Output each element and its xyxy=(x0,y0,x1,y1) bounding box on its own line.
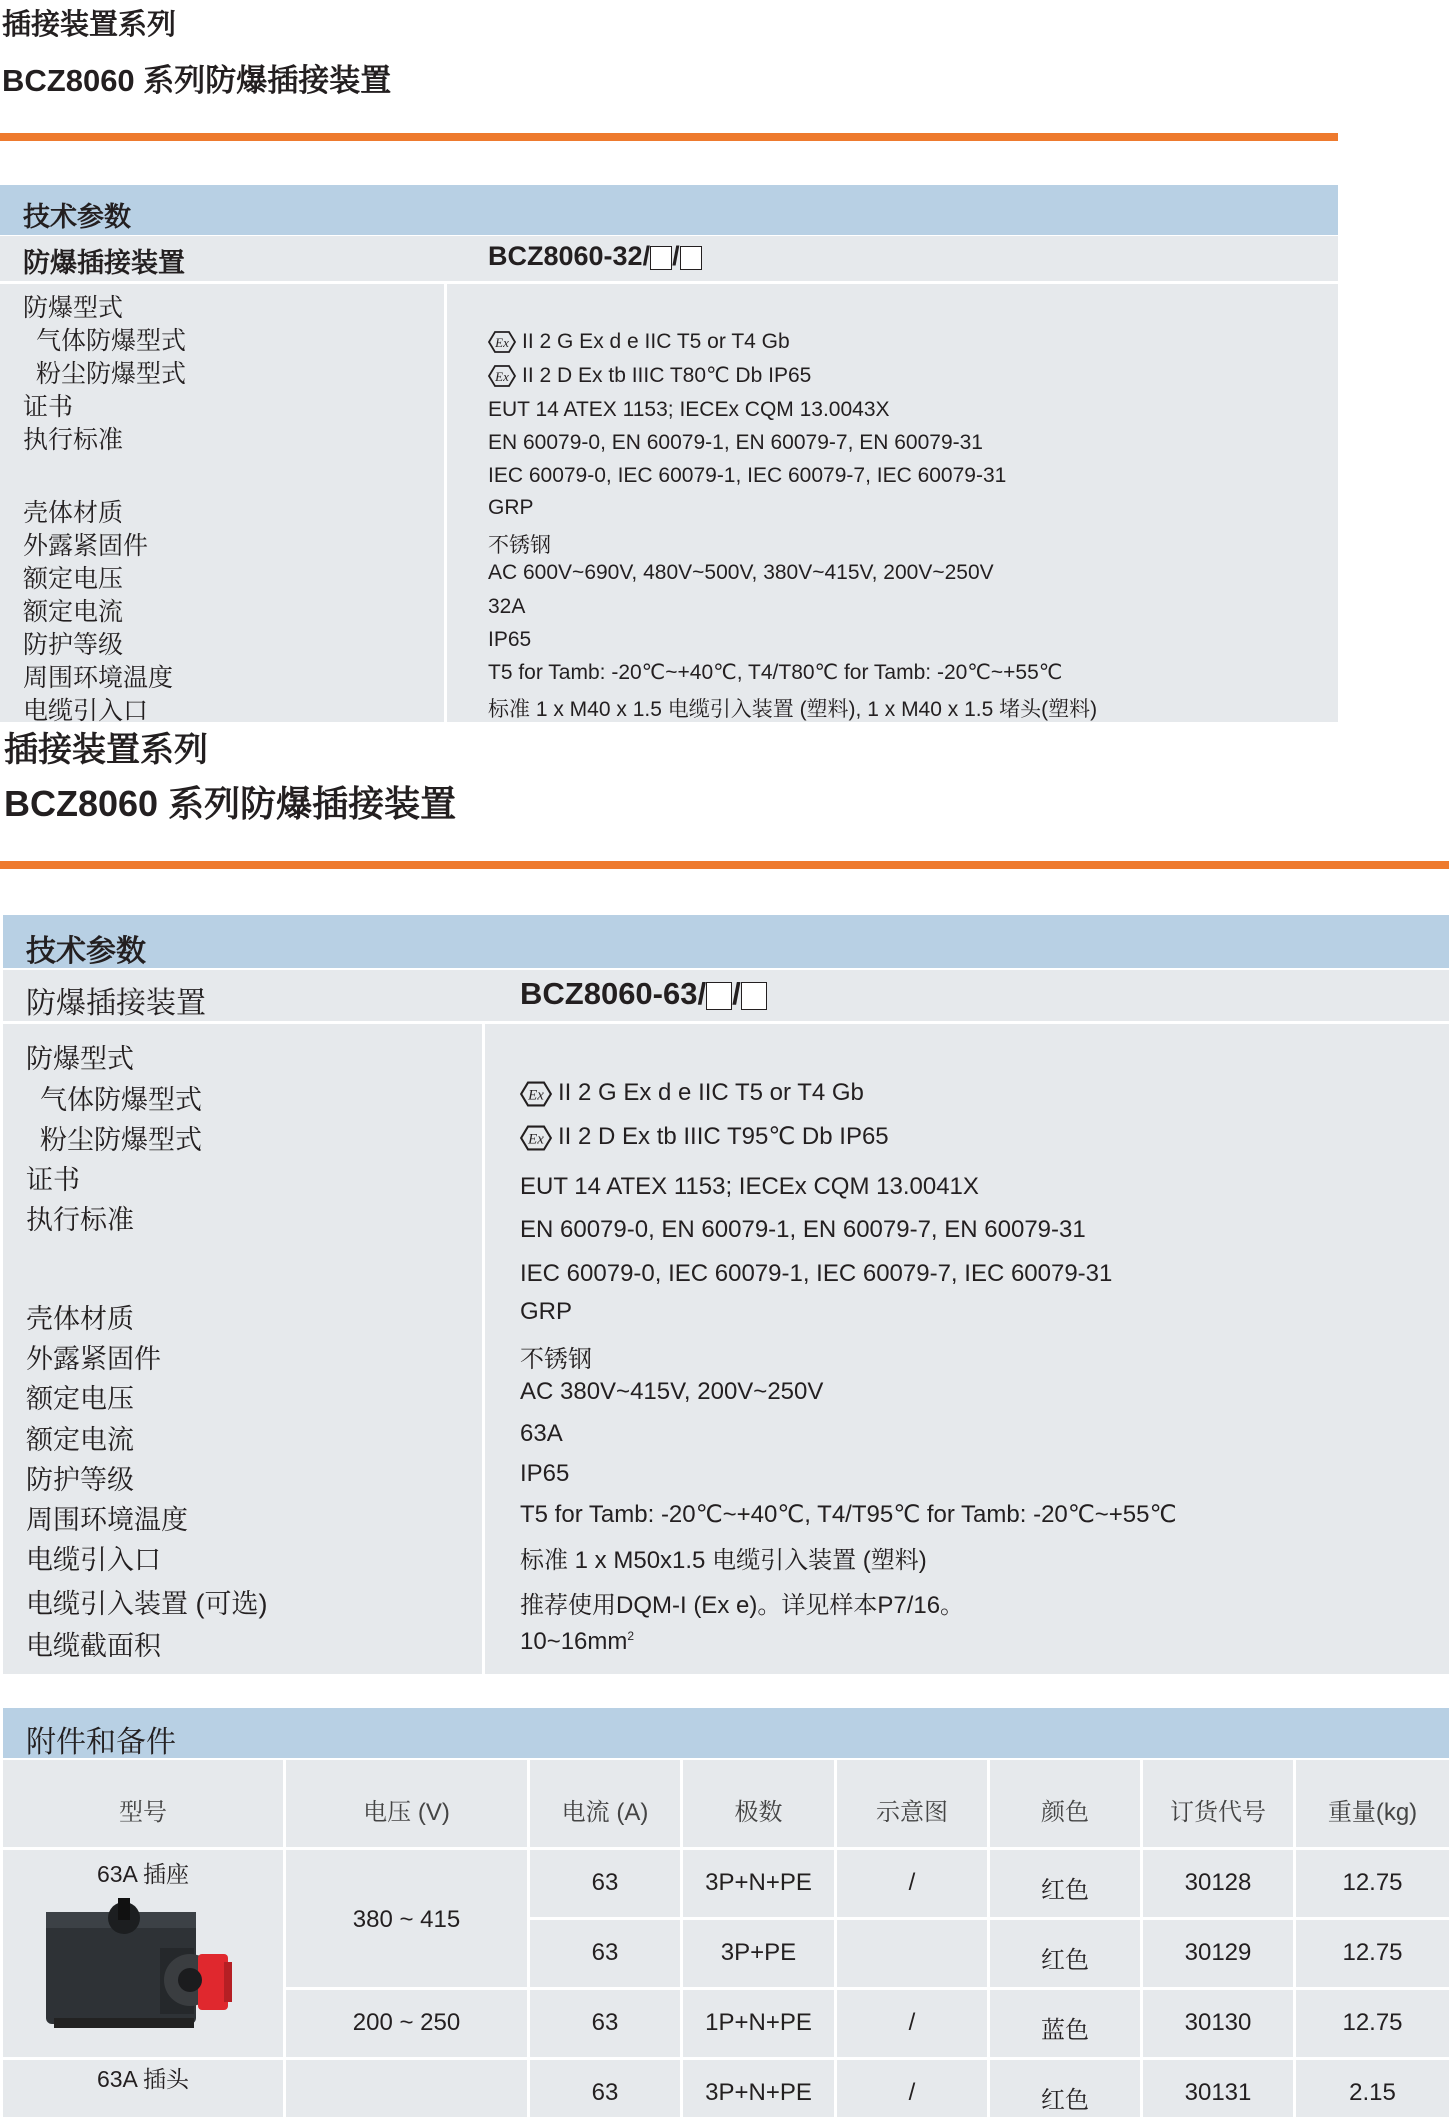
label-gas: 气体防爆型式 xyxy=(40,1085,202,1115)
cell-diagram: / xyxy=(908,1869,916,1896)
cell-diagram: / xyxy=(908,2009,916,2036)
label-voltage: 额定电压 xyxy=(23,565,124,593)
cell-color: 红色 xyxy=(1041,2087,1089,2114)
tech-header-1: 技术参数 xyxy=(23,202,131,232)
label-material: 壳体材质 xyxy=(23,499,124,527)
value-cert: EUT 14 ATEX 1153; IECEx CQM 13.0043X xyxy=(488,398,890,421)
row-divider xyxy=(283,1987,1449,1990)
cell-poles: 3P+N+PE xyxy=(705,2079,812,2106)
label-dust: 粉尘防爆型式 xyxy=(36,360,187,388)
tech-header-2: 技术参数 xyxy=(26,935,146,968)
ex-hexagon-icon xyxy=(488,330,516,354)
ex-hexagon-icon xyxy=(520,1080,552,1108)
cell-weight: 2.15 xyxy=(1349,2079,1396,2106)
value-cross-section xyxy=(520,1628,634,1656)
label-current: 额定电流 xyxy=(26,1425,134,1455)
option-box-icon xyxy=(650,246,672,270)
value-gas xyxy=(520,1079,864,1108)
col-order-code: 订货代号 xyxy=(1170,1799,1266,1826)
svg-text:Ex: Ex xyxy=(495,335,509,351)
tech-header-bar-2 xyxy=(3,915,1449,968)
option-box-icon xyxy=(741,982,767,1010)
value-gas-text: II 2 G Ex d e IIC T5 or T4 Gb xyxy=(522,330,790,353)
value-voltage: AC 600V~690V, 480V~500V, 380V~415V, 200V~250V xyxy=(488,561,994,584)
cell-order-code: 30128 xyxy=(1184,1869,1252,1896)
label-ip: 防护等级 xyxy=(23,631,124,659)
cell-poles: 3P+N+PE xyxy=(705,1869,812,1896)
label-temp: 周围环境温度 xyxy=(26,1505,188,1535)
col-voltage: 电压 (V) xyxy=(363,1799,450,1826)
label-standard: 执行标准 xyxy=(23,426,124,454)
value-gas-text: II 2 G Ex d e IIC T5 or T4 Gb xyxy=(558,1079,864,1106)
label-explosion-type: 防爆型式 xyxy=(23,294,124,322)
socket-product-image xyxy=(40,1888,250,2043)
value-dust-text: II 2 D Ex tb IIIC T95℃ Db IP65 xyxy=(558,1123,889,1150)
value-std1: EN 60079-0, EN 60079-1, EN 60079-7, EN 60079-31 xyxy=(488,431,983,454)
model-1-sep: / xyxy=(672,241,680,271)
model-1-text: BCZ8060-32/ xyxy=(488,241,651,271)
row-divider xyxy=(3,2057,1449,2060)
value-dust xyxy=(488,363,811,388)
cell-order-code: 30131 xyxy=(1184,2079,1252,2106)
label-material: 壳体材质 xyxy=(26,1304,134,1334)
col-poles: 极数 xyxy=(734,1799,783,1826)
cell-diagram: / xyxy=(908,2079,916,2106)
label-current: 额定电流 xyxy=(23,598,124,626)
value-gas xyxy=(488,330,790,354)
label-gas: 气体防爆型式 xyxy=(36,327,187,355)
value-cross-section-text: 10~16mm xyxy=(520,1628,628,1655)
model-1 xyxy=(488,241,702,272)
value-optional-gland: 推荐使用DQM-I (Ex e)。详见样本P7/16。 xyxy=(520,1592,965,1619)
label-explosion-type: 防爆型式 xyxy=(26,1044,134,1074)
value-entry: 标准 1 x M40 x 1.5 电缆引入装置 (塑料), 1 x M40 x 1.5 堵头(塑料) xyxy=(488,698,1098,721)
label-entry: 电缆引入口 xyxy=(26,1545,161,1575)
cell-weight: 12.75 xyxy=(1342,1939,1403,1966)
cell-poles: 3P+PE xyxy=(720,1939,797,1966)
value-material: GRP xyxy=(488,496,534,519)
value-std2: IEC 60079-0, IEC 60079-1, IEC 60079-7, IEC 60079-31 xyxy=(520,1260,1113,1287)
col-color: 颜色 xyxy=(1041,1799,1089,1826)
value-std2: IEC 60079-0, IEC 60079-1, IEC 60079-7, IEC 60079-31 xyxy=(488,464,1007,487)
model-2-sep: / xyxy=(732,976,741,1011)
row-divider xyxy=(527,1917,1449,1920)
svg-text:Ex: Ex xyxy=(495,369,509,385)
cell-weight: 12.75 xyxy=(1342,1869,1403,1896)
value-ip: IP65 xyxy=(488,628,532,651)
option-box-icon xyxy=(706,982,732,1010)
col-weight: 重量(kg) xyxy=(1327,1799,1418,1826)
cell-order-code: 30129 xyxy=(1184,1939,1252,1966)
tech-header-bar-1 xyxy=(0,185,1338,235)
value-dust xyxy=(520,1122,889,1152)
value-fastener: 不锈钢 xyxy=(488,534,551,557)
device-label-2: 防爆插接装置 xyxy=(26,987,206,1020)
label-cert: 证书 xyxy=(23,393,74,421)
label-ip: 防护等级 xyxy=(26,1465,134,1495)
label-standard: 执行标准 xyxy=(26,1205,134,1235)
value-fastener: 不锈钢 xyxy=(520,1346,592,1373)
value-std1: EN 60079-0, EN 60079-1, EN 60079-7, EN 60079-31 xyxy=(520,1216,1086,1243)
value-entry: 标准 1 x M50x1.5 电缆引入装置 (塑料) xyxy=(520,1547,927,1574)
ex-hexagon-icon xyxy=(488,364,516,388)
label-cert: 证书 xyxy=(26,1165,80,1195)
cell-color: 红色 xyxy=(1041,1877,1089,1904)
value-cross-section-sup: 2 xyxy=(627,1629,635,1643)
value-dust-text: II 2 D Ex tb IIIC T80℃ Db IP65 xyxy=(522,364,812,387)
series-title-2: 插接装置系列 xyxy=(4,731,208,769)
divider-2 xyxy=(482,1024,485,1674)
value-current: 32A xyxy=(488,595,526,618)
label-fastener: 外露紧固件 xyxy=(23,532,149,560)
col-current: 电流 (A) xyxy=(561,1799,649,1826)
voltage-group-a: 380 ~ 415 xyxy=(352,1906,461,1933)
cell-current: 63 xyxy=(591,2079,619,2106)
col-model: 型号 xyxy=(119,1799,167,1826)
label-dust: 粉尘防爆型式 xyxy=(40,1125,202,1155)
orange-rule-1 xyxy=(0,133,1338,141)
device-label-1: 防爆插接装置 xyxy=(23,248,185,278)
value-ip: IP65 xyxy=(520,1460,570,1487)
col-diagram: 示意图 xyxy=(876,1799,948,1826)
value-current: 63A xyxy=(520,1420,563,1447)
socket-label: 63A 插座 xyxy=(96,1861,190,1887)
product-title-2-text: BCZ8060 系列防爆插接装置 xyxy=(4,783,457,824)
cell-current: 63 xyxy=(591,1869,619,1896)
row-divider xyxy=(3,1847,1449,1850)
cell-poles: 1P+N+PE xyxy=(705,2009,812,2036)
label-entry: 电缆引入口 xyxy=(23,697,149,725)
value-material: GRP xyxy=(520,1298,573,1325)
option-box-icon xyxy=(680,246,702,270)
cell-current: 63 xyxy=(591,1939,619,1966)
plug-label: 63A 插头 xyxy=(96,2066,190,2092)
cell-order-code: 30130 xyxy=(1184,2009,1252,2036)
value-temp: T5 for Tamb: -20℃~+40℃, T4/T95℃ for Tamb: -20℃~+55℃ xyxy=(520,1501,1177,1528)
value-temp: T5 for Tamb: -20℃~+40℃, T4/T80℃ for Tamb: -20℃~+55℃ xyxy=(488,661,1063,684)
accessories-header-bar xyxy=(3,1708,1449,1758)
svg-text:Ex: Ex xyxy=(528,1131,544,1148)
product-title-1-text: BCZ8060 系列防爆插接装置 xyxy=(2,63,392,98)
label-voltage: 额定电压 xyxy=(26,1384,134,1414)
cell-color: 红色 xyxy=(1041,1947,1089,1974)
label-fastener: 外露紧固件 xyxy=(26,1344,161,1374)
model-2 xyxy=(520,976,767,1012)
label-temp: 周围环境温度 xyxy=(23,664,174,692)
cell-current: 63 xyxy=(591,2009,619,2036)
product-title-1 xyxy=(2,55,391,100)
voltage-group-b: 200 ~ 250 xyxy=(352,2009,461,2036)
model-2-text: BCZ8060-63/ xyxy=(520,976,707,1011)
ex-hexagon-icon xyxy=(520,1124,552,1152)
svg-text:Ex: Ex xyxy=(528,1087,544,1104)
series-title-1: 插接装置系列 xyxy=(2,9,177,41)
value-cert: EUT 14 ATEX 1153; IECEx CQM 13.0041X xyxy=(520,1173,979,1200)
divider-1 xyxy=(444,284,447,722)
cell-color: 蓝色 xyxy=(1041,2017,1089,2044)
accessories-header: 附件和备件 xyxy=(26,1726,176,1759)
label-cross-section: 电缆截面积 xyxy=(26,1631,161,1661)
label-optional-gland: 电缆引入装置 (可选) xyxy=(26,1589,268,1619)
cell-weight: 12.75 xyxy=(1342,2009,1403,2036)
product-title-2 xyxy=(4,776,456,827)
value-voltage: AC 380V~415V, 200V~250V xyxy=(520,1378,824,1405)
orange-rule-2 xyxy=(0,861,1449,869)
